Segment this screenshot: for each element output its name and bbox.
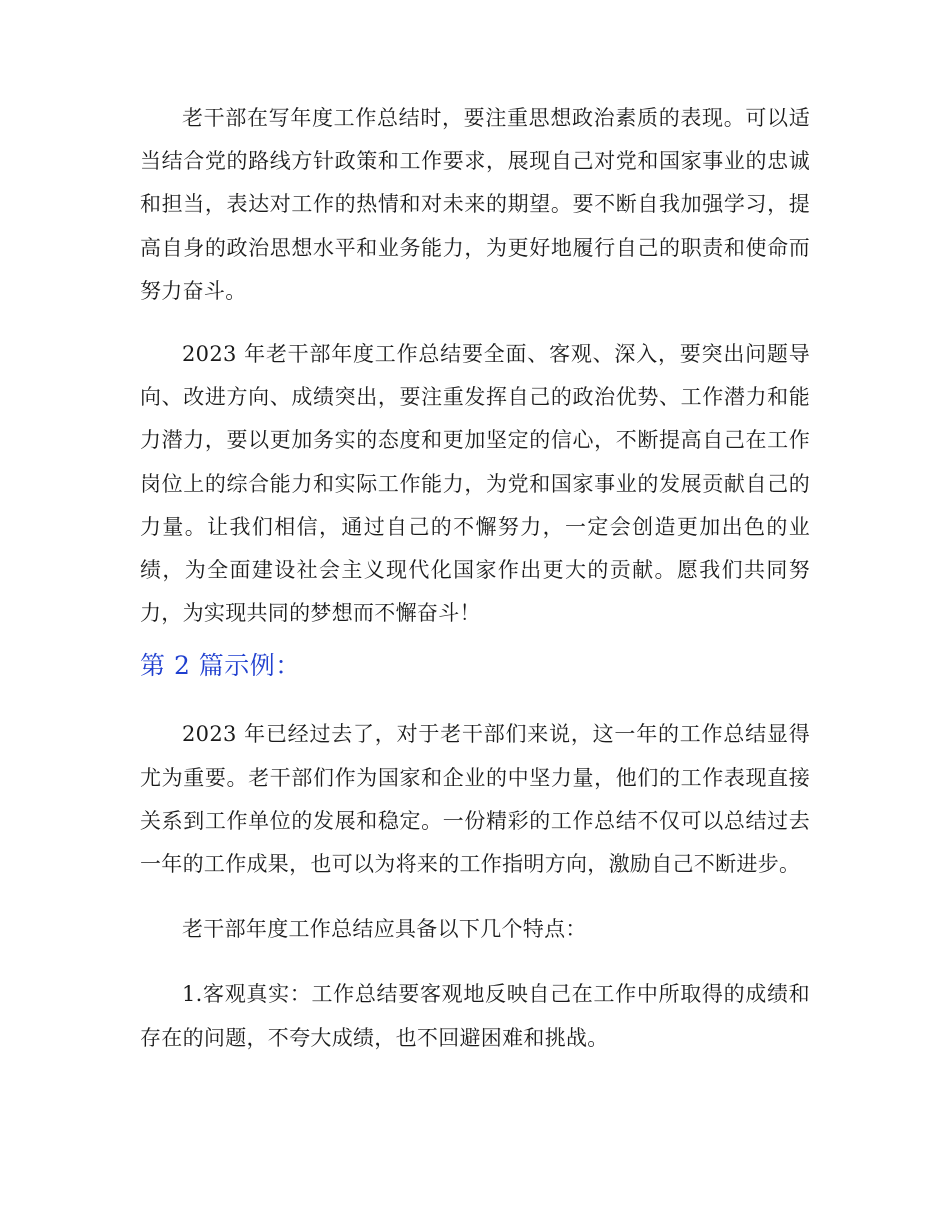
section-heading-example-2: 第 2 篇示例： (140, 651, 301, 681)
document-page (140, 97, 810, 1060)
paragraph-feature-1: 1.客观真实：工作总结要客观地反映自己在工作中所取得的成绩和存在的问题，不夸大成绩，也不回避困难和挑战。 (140, 982, 810, 1050)
paragraph-features-intro: 老干部年度工作总结应具备以下几个特点： (182, 917, 587, 942)
paragraph-year-passed: 2023 年已经过去了，对于老干部们来说，这一年的工作总结显得尤为重要。老干部们作为国家和企业的中坚力量，他们的工作表现直接关系到工作单位的发展和稳定。一份精彩的工作总结不仅可以总结过去一年的工作成果，也可以为将来的工作指明方向，激励自己不断进步。 (140, 722, 810, 877)
paragraph-political-quality: 老干部在写年度工作总结时，要注重思想政治素质的表现。可以适当结合党的路线方针政策和工作要求，展现自己对党和国家事业的忠诚和担当，表达对工作的热情和对未来的期望。要不断自我加强学习，提高自身的政治思想水平和业务能力，为更好地履行自己的职责和使命而努力奋斗。 (140, 106, 810, 303)
paragraph-2023-summary: 2023 年老干部年度工作总结要全面、客观、深入，要突出问题导向、改进方向、成绩突出，要注重发挥自己的政治优势、工作潜力和能力潜力，要以更加务实的态度和更加坚定的信心，不断提高自己在工作岗位上的综合能力和实际工作能力，为党和国家事业的发展贡献自己的力量。让我们相信，通过自己的不懈努力，一定会创造更加出色的业绩，为全面建设社会主义现代化国家作出更大的贡献。愿我们共同努力，为实现共同的梦想而不懈奋斗！ (140, 342, 810, 626)
